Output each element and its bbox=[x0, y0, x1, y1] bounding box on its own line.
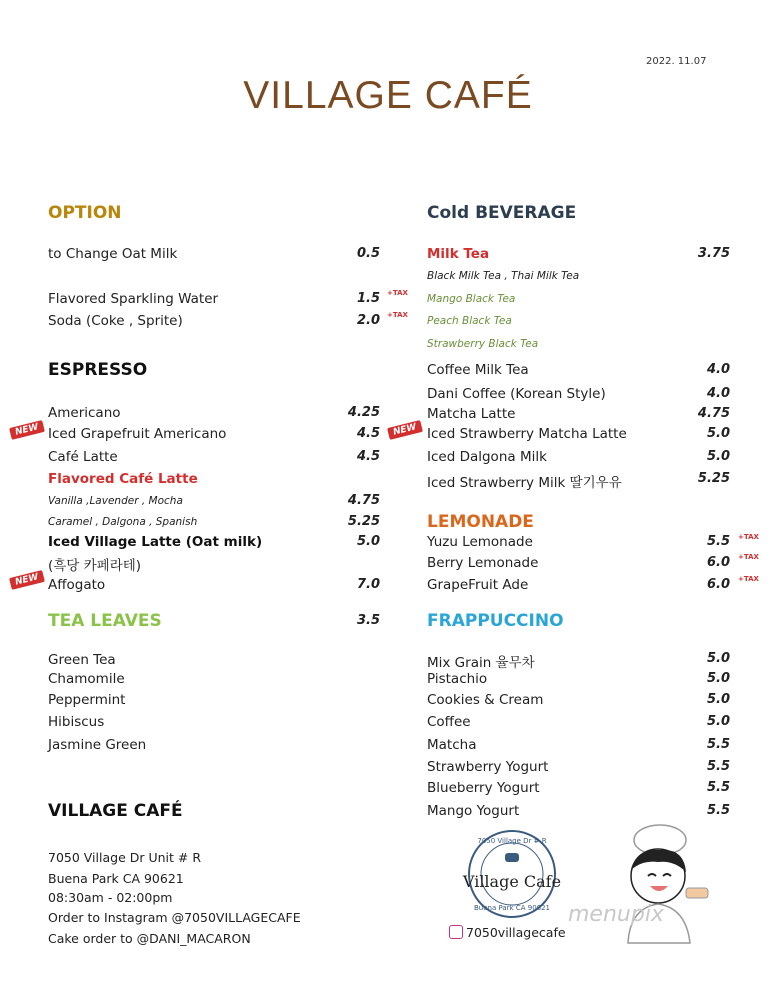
menu-item-price: 5.5 bbox=[706, 534, 730, 549]
menu-item-name: Cookies & Cream bbox=[427, 692, 544, 708]
menu-item-price: 5.5 bbox=[706, 780, 730, 795]
menu-item-name: Flavored Sparkling Water bbox=[48, 291, 219, 307]
menu-item-subtext: Strawberry Black Tea bbox=[427, 338, 539, 350]
new-badge: NEW bbox=[387, 420, 423, 440]
logo-ring-bottom: Buena Park CA 90621 bbox=[473, 904, 551, 912]
section-heading-tea: TEA LEAVES bbox=[48, 611, 162, 631]
page-title: VILLAGE CAFÉ bbox=[243, 74, 533, 117]
menu-item-price: 2.0 bbox=[356, 313, 380, 328]
menu-item-price: 5.25 bbox=[347, 514, 380, 529]
menu-item-name: Iced Village Latte (Oat milk) bbox=[48, 534, 263, 550]
section-heading-frappuccino: FRAPPUCCINO bbox=[427, 611, 564, 631]
menu-item-price: 7.0 bbox=[356, 577, 380, 592]
section-heading-option: OPTION bbox=[48, 203, 122, 223]
new-badge: NEW bbox=[9, 420, 45, 440]
menu-item-price: 3.75 bbox=[697, 246, 730, 261]
new-badge: NEW bbox=[9, 570, 45, 590]
menu-item-price: 4.0 bbox=[706, 362, 730, 377]
menu-item-subtext: Caramel , Dalgona , Spanish bbox=[48, 516, 198, 528]
menu-item-name: Blueberry Yogurt bbox=[427, 780, 540, 796]
menu-item-price: 5.0 bbox=[706, 426, 730, 441]
menu-item-name: Iced Grapefruit Americano bbox=[48, 426, 227, 442]
menu-item-price: 4.75 bbox=[697, 406, 730, 421]
watermark: menupix bbox=[568, 902, 664, 927]
menu-item-price: 4.75 bbox=[347, 493, 380, 508]
menu-item-name: Coffee bbox=[427, 714, 471, 730]
menu-item-subtext: Mango Black Tea bbox=[427, 293, 516, 305]
store-address: 7050 Village Dr Unit # R bbox=[48, 850, 202, 865]
menu-item-price: 6.0 bbox=[706, 555, 730, 570]
logo-ring-top: 7050 Village Dr # R bbox=[477, 837, 547, 845]
menu-item-price: 4.0 bbox=[706, 386, 730, 401]
menu-item-name: Dani Coffee (Korean Style) bbox=[427, 386, 606, 402]
menu-item-name: Green Tea bbox=[48, 652, 116, 668]
instagram-handle bbox=[449, 925, 566, 940]
menu-item-name: Berry Lemonade bbox=[427, 555, 539, 571]
menu-item-name: Milk Tea bbox=[427, 246, 490, 262]
menu-item-price: 5.5 bbox=[706, 803, 730, 818]
menu-item-price: 5.0 bbox=[706, 651, 730, 666]
menu-item-subtext: Vanilla ,Lavender , Mocha bbox=[48, 495, 183, 507]
menu-item-price: 5.25 bbox=[697, 471, 730, 486]
menu-item-name: to Change Oat Milk bbox=[48, 246, 178, 262]
menu-item-price: 4.5 bbox=[356, 449, 380, 464]
store-cake-order: Cake order to @DANI_MACARON bbox=[48, 931, 251, 946]
menu-item-name: Matcha bbox=[427, 737, 477, 753]
menu-item-price: 5.0 bbox=[356, 534, 380, 549]
menu-item-price: 1.5 bbox=[356, 291, 380, 306]
instagram-handle-text: 7050villagecafe bbox=[466, 925, 566, 940]
menu-item-name: Flavored Café Latte bbox=[48, 471, 198, 487]
logo-name: Village Cafe bbox=[462, 872, 562, 891]
menu-item-name: Peppermint bbox=[48, 692, 126, 708]
menu-date: 2022. 11.07 bbox=[646, 56, 707, 67]
menu-item-name: GrapeFruit Ade bbox=[427, 577, 529, 593]
menu-item-name: Café Latte bbox=[48, 449, 118, 465]
store-city: Buena Park CA 90621 bbox=[48, 871, 184, 886]
store-heading: VILLAGE CAFÉ bbox=[48, 801, 183, 821]
instagram-icon bbox=[449, 925, 463, 939]
village-cafe-logo bbox=[447, 829, 577, 919]
menu-item-name: Coffee Milk Tea bbox=[427, 362, 529, 378]
tax-note: +TAX bbox=[387, 311, 408, 319]
menu-item-name: (흑당 카페라테) bbox=[48, 558, 142, 574]
store-hours: 08:30am - 02:00pm bbox=[48, 890, 173, 905]
section-heading-lemonade: LEMONADE bbox=[427, 512, 534, 532]
menu-item-name: Iced Dalgona Milk bbox=[427, 449, 547, 465]
menu-item-name: Hibiscus bbox=[48, 714, 105, 730]
tax-note: +TAX bbox=[387, 289, 408, 297]
menu-item-price: 4.5 bbox=[356, 426, 380, 441]
menu-item-name: Mango Yogurt bbox=[427, 803, 520, 819]
tax-note: +TAX bbox=[738, 553, 759, 561]
menu-item-name: Iced Strawberry Milk 딸기우유 bbox=[427, 475, 622, 491]
menu-item-price: 5.5 bbox=[706, 759, 730, 774]
tax-note: +TAX bbox=[738, 575, 759, 583]
menu-item-name: Chamomile bbox=[48, 671, 125, 687]
menu-item-subtext: Black Milk Tea , Thai Milk Tea bbox=[427, 270, 580, 282]
menu-item-name: Matcha Latte bbox=[427, 406, 516, 422]
menu-item-price: 5.0 bbox=[706, 449, 730, 464]
menu-item-price: 4.25 bbox=[347, 405, 380, 420]
section-heading-espresso: ESPRESSO bbox=[48, 360, 148, 380]
menu-item-subtext: Peach Black Tea bbox=[427, 315, 512, 327]
menu-item-price: 5.0 bbox=[706, 692, 730, 707]
menu-item-name: Soda (Coke , Sprite) bbox=[48, 313, 183, 329]
menu-item-price: 3.5 bbox=[356, 613, 380, 628]
menu-item-name: Yuzu Lemonade bbox=[427, 534, 533, 550]
menu-item-name: Jasmine Green bbox=[48, 737, 147, 753]
cake-icon bbox=[686, 888, 708, 898]
menu-item-price: 5.5 bbox=[706, 737, 730, 752]
menu-item-name: Mix Grain 율무차 bbox=[427, 655, 535, 671]
chef-illustration bbox=[608, 818, 718, 948]
menu-item-price: 5.0 bbox=[706, 714, 730, 729]
cake-icon bbox=[505, 853, 519, 862]
menu-item-name: Pistachio bbox=[427, 671, 488, 687]
menu-item-name: Americano bbox=[48, 405, 121, 421]
tax-note: +TAX bbox=[738, 533, 759, 541]
menu-item-price: 5.0 bbox=[706, 671, 730, 686]
menu-item-name: Affogato bbox=[48, 577, 106, 593]
menu-item-name: Strawberry Yogurt bbox=[427, 759, 549, 775]
store-instagram-order: Order to Instagram @7050VILLAGECAFE bbox=[48, 910, 301, 925]
menu-item-name: Iced Strawberry Matcha Latte bbox=[427, 426, 627, 442]
section-heading-cold-beverage: Cold BEVERAGE bbox=[427, 203, 577, 223]
menu-item-price: 0.5 bbox=[356, 246, 380, 261]
menu-item-price: 6.0 bbox=[706, 577, 730, 592]
